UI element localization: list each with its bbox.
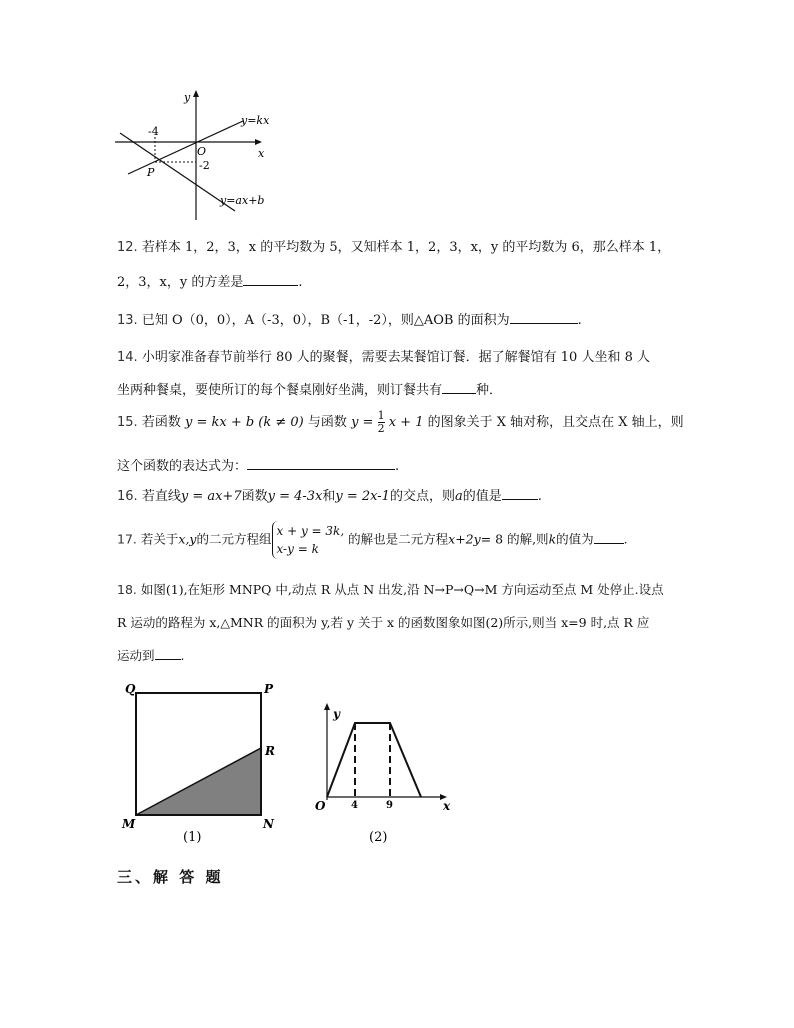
tick-4: 4 — [351, 800, 358, 811]
origin-label: O — [197, 145, 207, 158]
answer-blank[interactable] — [243, 271, 298, 286]
question-text: 的二元方程组 — [196, 531, 272, 547]
question-text: 如图(1),在矩形 MNPQ 中,动点 R 从点 N 出发,沿 N→P→Q→M 方向运动至点 M 处停止.设点 — [140, 582, 664, 597]
question-number: 12. — [117, 240, 138, 255]
question-number: 15. — [117, 415, 138, 430]
tick-minus4: -4 — [148, 125, 159, 138]
y-label: y — [184, 91, 191, 104]
question-number: 18. — [117, 582, 137, 597]
y-axis-arrow — [324, 703, 330, 710]
variables: x,y — [178, 531, 197, 547]
question-text: 和 — [322, 489, 336, 504]
question-text: 的值是 — [462, 489, 502, 504]
question-text: 的值为 — [556, 531, 594, 547]
question-text: 若样本 1，2，3，x 的平均数为 5，又知样本 1，2，3，x，y 的平均数为 6，那么样本 1， — [141, 240, 671, 255]
question-text: R 运动的路程为 x,△MNR 的面积为 y,若 y 关于 x 的函数图象如图(2)所示,则当 x=9 时,点 R 应 — [117, 615, 650, 630]
answer-blank[interactable] — [594, 529, 624, 544]
section-three-heading: 三、解 答 题 — [117, 868, 224, 886]
equation-3: x+2y — [448, 531, 481, 547]
numerator: 1 — [377, 409, 385, 422]
suffix: 种． — [476, 383, 503, 398]
question-text: 与函数 — [307, 415, 347, 430]
figure-2-caption: (2) — [369, 830, 388, 845]
function-graph-figure — [305, 700, 465, 850]
question-text: 这个函数的表达式为： — [117, 459, 248, 474]
question-text: 的交点，则 — [389, 489, 455, 504]
graph-trapezoid — [327, 723, 421, 797]
fraction-one-half — [378, 410, 385, 435]
question-12-line1 — [117, 236, 670, 255]
period: . — [623, 531, 628, 547]
y-label: y — [333, 707, 340, 721]
x-label: x — [443, 799, 451, 813]
rectangle-mnpq-figure — [118, 678, 288, 848]
point-p-label: P — [147, 166, 155, 179]
period: . — [537, 489, 542, 504]
origin-label: O — [315, 799, 326, 813]
line-y-kx — [128, 121, 243, 174]
question-text: 运动到 — [117, 648, 155, 663]
question-16 — [117, 485, 542, 504]
line1-label: y=kx — [241, 114, 270, 127]
question-18-line2 — [117, 613, 649, 631]
question-18-line1 — [117, 580, 664, 598]
equation-2: x-y = k — [276, 542, 319, 556]
formula-2-rhs: x + 1 — [388, 415, 424, 430]
formula-2: y = 4-3x — [267, 489, 323, 504]
question-number: 13. — [117, 313, 138, 328]
question-text: 小明家准备春节前举行 80 人的聚餐，需要去某餐馆订餐．据了解餐馆有 10 人坐和 8 人 — [141, 350, 650, 365]
equation-system — [272, 521, 349, 559]
tick-9: 9 — [386, 800, 393, 811]
question-text: 2，3，x，y 的方差是 — [117, 275, 244, 290]
period: . — [298, 275, 303, 290]
answer-blank[interactable] — [442, 379, 476, 394]
question-number: 14. — [117, 350, 138, 365]
period: . — [577, 313, 582, 328]
answer-blank[interactable] — [502, 485, 538, 500]
question-text: 已知 O（0，0），A（-3，0），B（-1，-2），则△AOB 的面积为 — [141, 313, 510, 328]
x-axis-arrow — [255, 139, 262, 145]
variable-a: a — [454, 489, 463, 504]
question-18-line3 — [117, 645, 185, 664]
question-number: 17. — [117, 531, 137, 547]
line2-label: y=ax+b — [220, 194, 265, 207]
period: . — [395, 459, 400, 474]
question-text: 函数 — [241, 489, 268, 504]
question-text: 坐两种餐桌，要使所订的每个餐桌刚好坐满，则订餐共有 — [117, 383, 443, 398]
answer-blank[interactable] — [155, 645, 181, 660]
answer-blank[interactable] — [510, 309, 578, 324]
label-n: N — [263, 817, 274, 831]
formula-3: y = 2x-1 — [335, 489, 390, 504]
question-13 — [117, 309, 582, 328]
variable-k: k — [548, 531, 557, 547]
question-text: 若函数 — [141, 415, 181, 430]
question-15-line2 — [117, 455, 399, 474]
equation-1: x + y = 3k, — [276, 524, 345, 538]
question-15-line1 — [117, 410, 684, 435]
tick-minus2: -2 — [199, 159, 210, 172]
formula-1: y = ax+7 — [180, 489, 242, 504]
label-m: M — [122, 817, 136, 831]
label-q: Q — [125, 682, 136, 696]
question-12-line2 — [117, 271, 303, 290]
linear-functions-graph — [110, 88, 290, 223]
period: . — [180, 648, 185, 663]
question-text: 的解也是二元方程 — [348, 531, 449, 547]
question-text: = 8 的解,则 — [480, 531, 549, 547]
line-y-ax-b — [120, 133, 235, 211]
question-text: 若关于 — [140, 531, 179, 547]
formula-2-lhs: y = — [351, 415, 374, 430]
question-17 — [117, 521, 628, 559]
label-p: P — [264, 682, 274, 696]
y-axis-arrow — [193, 90, 199, 97]
answer-blank[interactable] — [247, 455, 395, 470]
question-14-line2 — [117, 379, 502, 398]
question-14-line1 — [117, 346, 650, 365]
question-text: 若直线 — [141, 489, 181, 504]
denominator: 2 — [377, 422, 385, 435]
formula-1: y = kx + b (k ≠ 0) — [184, 415, 304, 430]
question-text: 的图象关于 X 轴对称，且交点在 X 轴上，则 — [427, 415, 684, 430]
label-r: R — [265, 744, 275, 758]
figure-1-caption: (1) — [183, 830, 202, 845]
x-label: x — [258, 147, 265, 160]
question-number: 16. — [117, 489, 138, 504]
